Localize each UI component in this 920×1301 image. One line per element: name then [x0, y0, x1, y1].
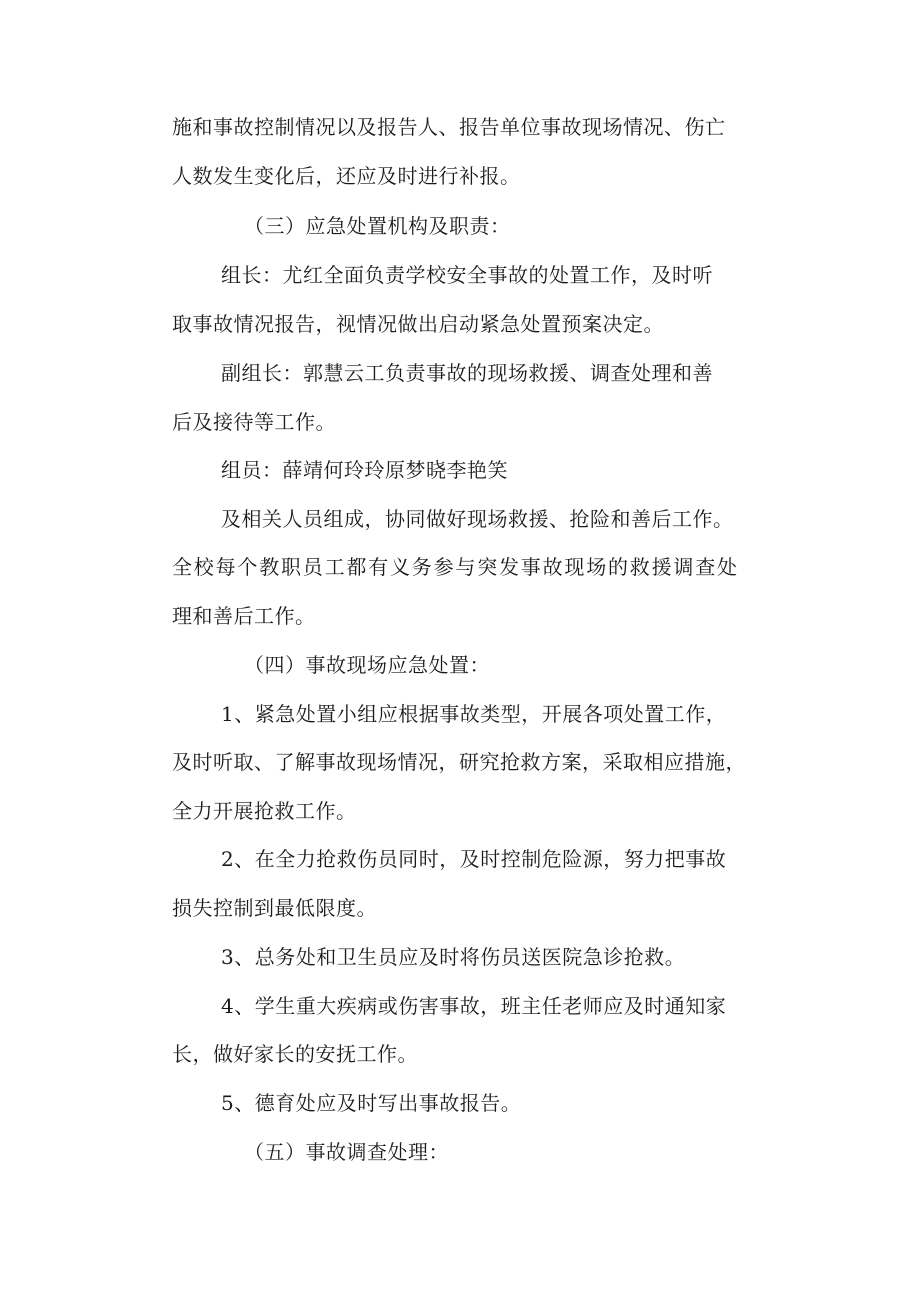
paragraph-line: 3、总务处和卫生员应及时将伤员送医院急诊抢救。: [221, 945, 686, 969]
paragraph-line: 全校每个教职员工都有义务参与突发事故现场的救援调查处: [172, 555, 739, 579]
paragraph-line: 及相关人员组成，协同做好现场救援、抢险和善后工作。: [221, 507, 734, 531]
paragraph-line: 1、紧急处置小组应根据事故类型，开展各项处置工作，: [221, 702, 727, 726]
paragraph-line: 取事故情况报告，视情况做出启动紧急处置预案决定。: [172, 312, 664, 336]
paragraph-line: 组长：尤红全面负责学校安全事故的处置工作，及时听: [221, 263, 713, 287]
paragraph-line: 长，做好家长的安抚工作。: [172, 1042, 418, 1066]
paragraph-line: 全力开展抢救工作。: [172, 799, 357, 823]
paragraph-line: 人数发生变化后，还应及时进行补报。: [172, 164, 521, 188]
paragraph-line: 2、在全力抢救伤员同时，及时控制危险源，努力把事故: [221, 847, 727, 871]
paragraph-line: 损失控制到最低限度。: [172, 896, 377, 920]
paragraph-line: 副组长：郭慧云工负责事故的现场救援、调查处理和善: [221, 361, 713, 385]
paragraph-line: 及时听取、了解事故现场情况，研究抢救方案，采取相应措施，: [172, 750, 746, 774]
paragraph-line: 理和善后工作。: [172, 604, 316, 628]
paragraph-line: 4、学生重大疾病或伤害事故，班主任老师应及时通知家: [221, 994, 727, 1018]
section-heading-4: （四）事故现场应急处置：: [244, 653, 490, 677]
section-heading-3: （三）应急处置机构及职责：: [244, 214, 511, 238]
paragraph-line: 施和事故控制情况以及报告人、报告单位事故现场情况、伤亡: [172, 115, 726, 139]
paragraph-line: 5、德育处应及时写出事故报告。: [221, 1091, 522, 1115]
section-heading-5: （五）事故调查处理：: [244, 1140, 449, 1164]
paragraph-line: 组员：薛靖何玲玲原梦晓李艳笑: [221, 458, 508, 482]
paragraph-line: 后及接待等工作。: [172, 410, 336, 434]
